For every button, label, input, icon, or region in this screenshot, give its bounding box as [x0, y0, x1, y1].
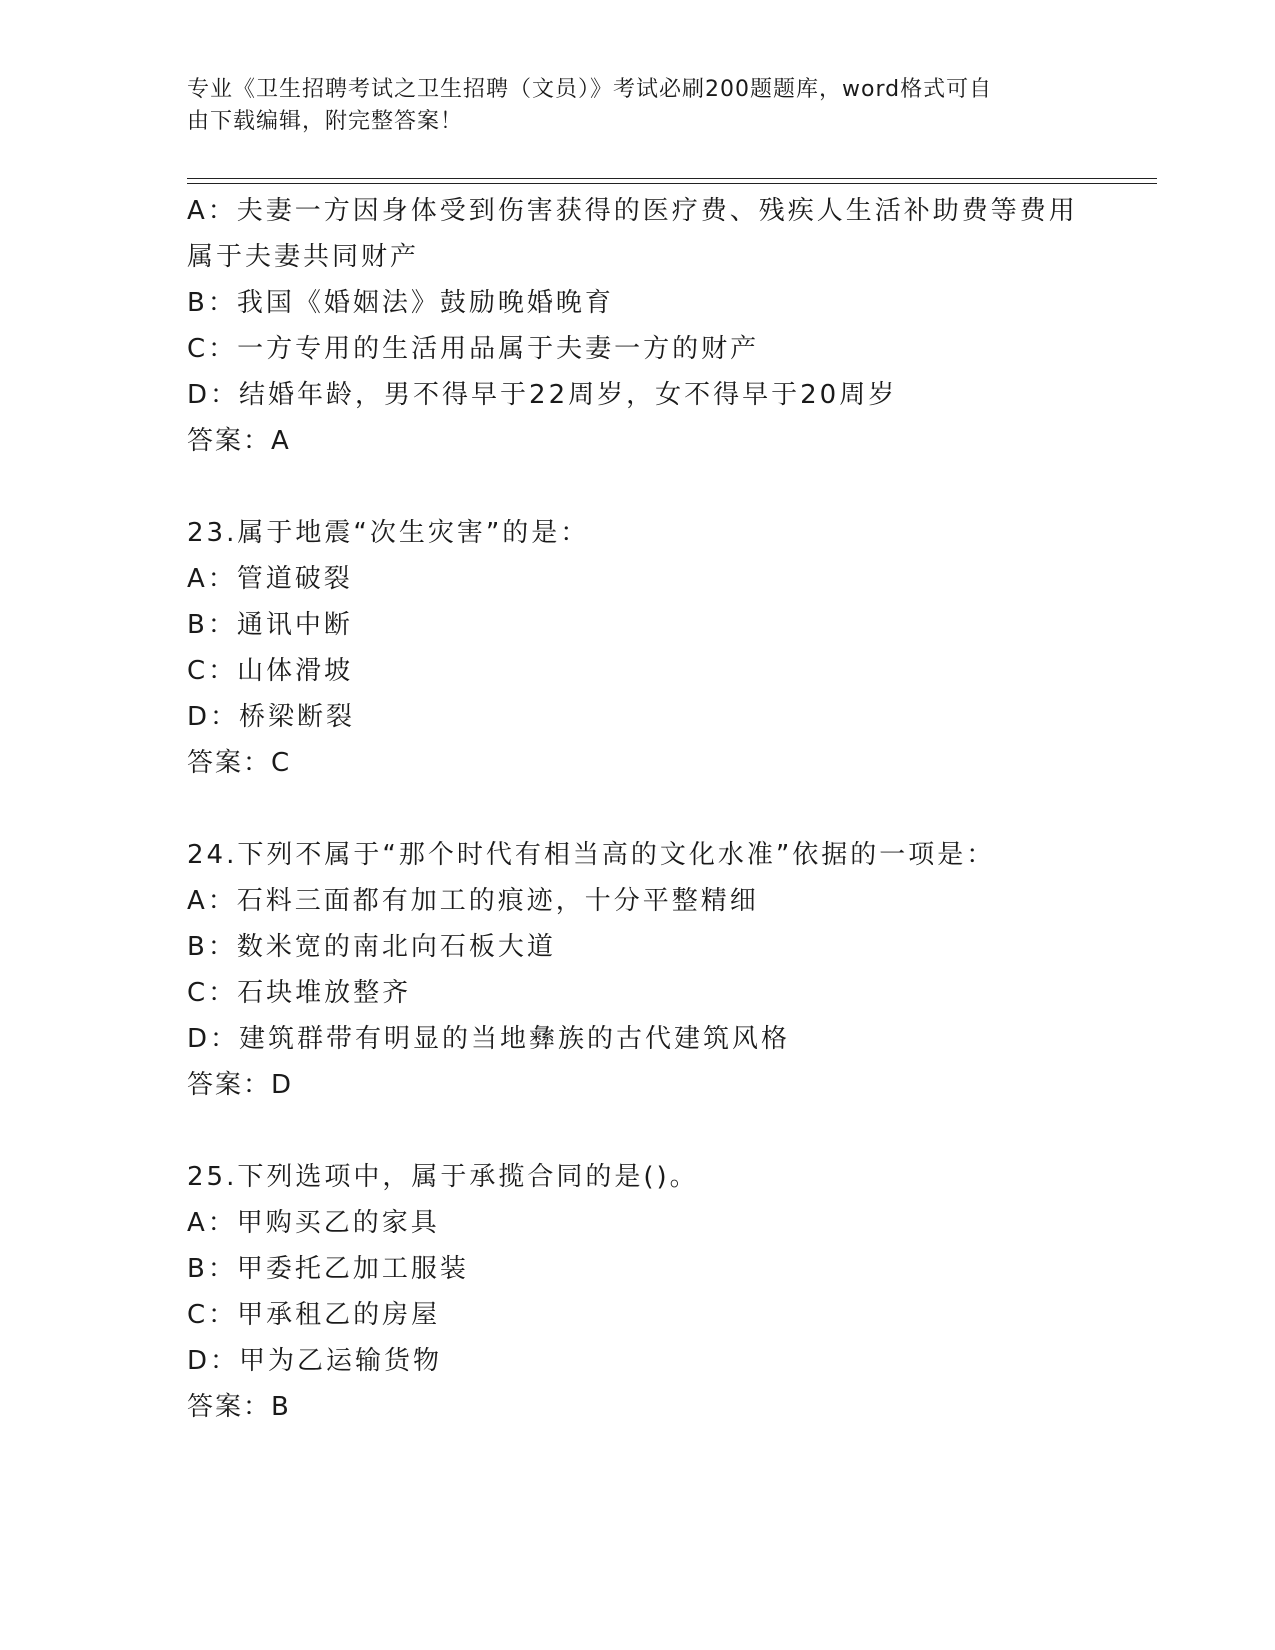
- question-list: [187, 188, 1087, 1430]
- question-24-block: [187, 832, 1087, 1108]
- question-text: 23.属于地震“次生灾害”的是：: [187, 518, 590, 548]
- option-b: B：数米宽的南北向石板大道: [187, 932, 556, 962]
- option-c: C：石块堆放整齐: [187, 978, 412, 1008]
- option-c: C：山体滑坡: [187, 656, 354, 686]
- option-b: B：我国《婚姻法》鼓励晚婚晚育: [187, 288, 614, 318]
- answer: 答案：A: [187, 426, 291, 456]
- question-25-block: [187, 1154, 1087, 1430]
- option-a-line-1: A：夫妻一方因身体受到伤害获得的医疗费、残疾人生活补助费等费用: [187, 196, 1078, 226]
- spacer: [187, 464, 1087, 510]
- option-d: D：结婚年龄，男不得早于22周岁，女不得早于20周岁: [187, 380, 898, 410]
- option-a: A：石料三面都有加工的痕迹，十分平整精细: [187, 886, 759, 916]
- option-b: B：通讯中断: [187, 610, 353, 640]
- document-header: [187, 74, 1067, 138]
- header-line-2: 由下载编辑，附完整答案！: [187, 109, 464, 134]
- question-text: 24.下列不属于“那个时代有相当高的文化水准”依据的一项是：: [187, 840, 996, 870]
- question-text: 25.下列选项中，属于承揽合同的是()。: [187, 1162, 699, 1192]
- spacer: [187, 1108, 1087, 1154]
- option-a-line-2: 属于夫妻共同财产: [187, 242, 420, 272]
- option-b: B：甲委托乙加工服装: [187, 1254, 469, 1284]
- question-23-block: [187, 510, 1087, 786]
- option-d: D：建筑群带有明显的当地彝族的古代建筑风格: [187, 1024, 791, 1054]
- answer: 答案：D: [187, 1070, 294, 1100]
- option-a: A：管道破裂: [187, 564, 353, 594]
- answer: 答案：B: [187, 1392, 291, 1422]
- spacer: [187, 786, 1087, 832]
- option-d: D：桥梁断裂: [187, 702, 356, 732]
- question-22-block: [187, 188, 1087, 464]
- option-a: A：甲购买乙的家具: [187, 1208, 440, 1238]
- header-line-1: 专业《卫生招聘考试之卫生招聘（文员）》考试必刷200题题库，word格式可自: [187, 77, 993, 102]
- answer: 答案：C: [187, 748, 292, 778]
- option-c: C：甲承租乙的房屋: [187, 1300, 441, 1330]
- header-divider-bottom: [187, 183, 1157, 184]
- header-divider-top: [187, 178, 1157, 179]
- option-d: D：甲为乙运输货物: [187, 1346, 443, 1376]
- option-c: C：一方专用的生活用品属于夫妻一方的财产: [187, 334, 760, 364]
